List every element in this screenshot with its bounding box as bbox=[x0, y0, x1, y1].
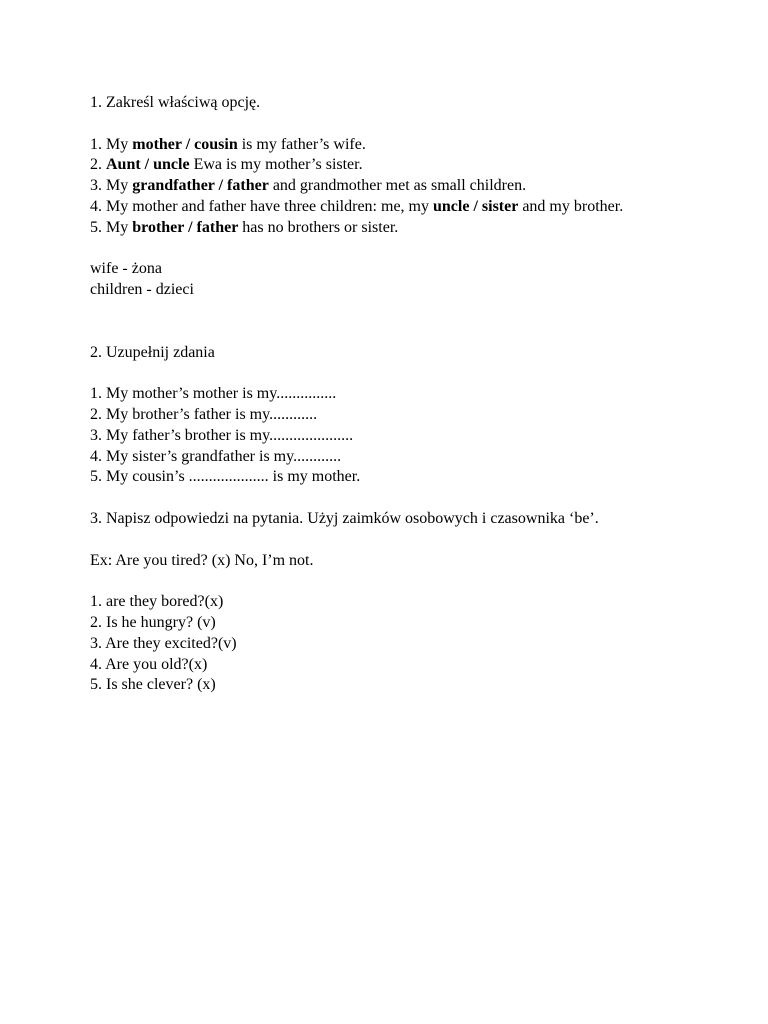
section3-item: 2. Is he hungry? (v) bbox=[90, 613, 216, 631]
section2-item: 4. My sister’s grandfather is my............ bbox=[90, 447, 342, 465]
item-choice: mother / cousin bbox=[132, 135, 238, 153]
section1-heading: 1. Zakreśl właściwą opcję. bbox=[90, 94, 261, 111]
item-choice: grandfather / father bbox=[132, 177, 269, 195]
section3-heading: 3. Napisz odpowiedzi na pytania. Użyj zaimków osobowych i czasownika ‘be’. bbox=[90, 509, 599, 527]
item-suffix: has no brothers or sister. bbox=[238, 218, 399, 236]
document-page bbox=[90, 93, 730, 696]
item-prefix: 4. My mother and father have three children: me, my bbox=[90, 197, 433, 215]
section1-item bbox=[90, 155, 730, 176]
section2-item: 5. My cousin’s .................... is my mother. bbox=[90, 468, 361, 486]
item-choice: uncle / sister bbox=[433, 197, 519, 215]
spacer bbox=[90, 301, 730, 343]
item-prefix: 3. My bbox=[90, 177, 133, 195]
section2-item: 1. My mother’s mother is my............... bbox=[90, 385, 337, 403]
section1-item bbox=[90, 135, 730, 156]
item-prefix: 1. My bbox=[90, 135, 133, 153]
item-prefix: 5. My bbox=[90, 218, 133, 236]
section2-item: 2. My brother’s father is my............ bbox=[90, 405, 318, 423]
item-choice: brother / father bbox=[132, 218, 239, 236]
section3-item: 5. Is she clever? (x) bbox=[90, 676, 216, 694]
item-suffix: Ewa is my mother’s sister. bbox=[189, 156, 363, 174]
section3-example: Ex: Are you tired? (x) No, I’m not. bbox=[90, 551, 314, 569]
spacer bbox=[90, 571, 730, 592]
section3-item: 3. Are they excited?(v) bbox=[90, 634, 237, 652]
section2-heading: 2. Uzupełnij zdania bbox=[90, 343, 215, 361]
item-suffix: is my father’s wife. bbox=[237, 135, 366, 153]
spacer bbox=[90, 488, 730, 509]
section1-item bbox=[90, 176, 730, 197]
section3-item: 1. are they bored?(x) bbox=[90, 593, 224, 611]
spacer bbox=[90, 239, 730, 260]
item-suffix: and my brother. bbox=[518, 197, 624, 215]
vocab-line: wife - żona bbox=[90, 260, 162, 278]
spacer bbox=[90, 114, 730, 135]
spacer bbox=[90, 530, 730, 551]
section3-item: 4. Are you old?(x) bbox=[90, 655, 208, 673]
section1-item bbox=[90, 218, 730, 239]
item-prefix: 2. bbox=[90, 156, 106, 174]
section1-item bbox=[90, 197, 730, 218]
item-suffix: and grandmother met as small children. bbox=[268, 177, 527, 195]
spacer bbox=[90, 363, 730, 384]
section2-item: 3. My father’s brother is my..................... bbox=[90, 426, 354, 444]
vocab-line: children - dzieci bbox=[90, 281, 194, 299]
item-choice: Aunt / uncle bbox=[106, 156, 190, 174]
